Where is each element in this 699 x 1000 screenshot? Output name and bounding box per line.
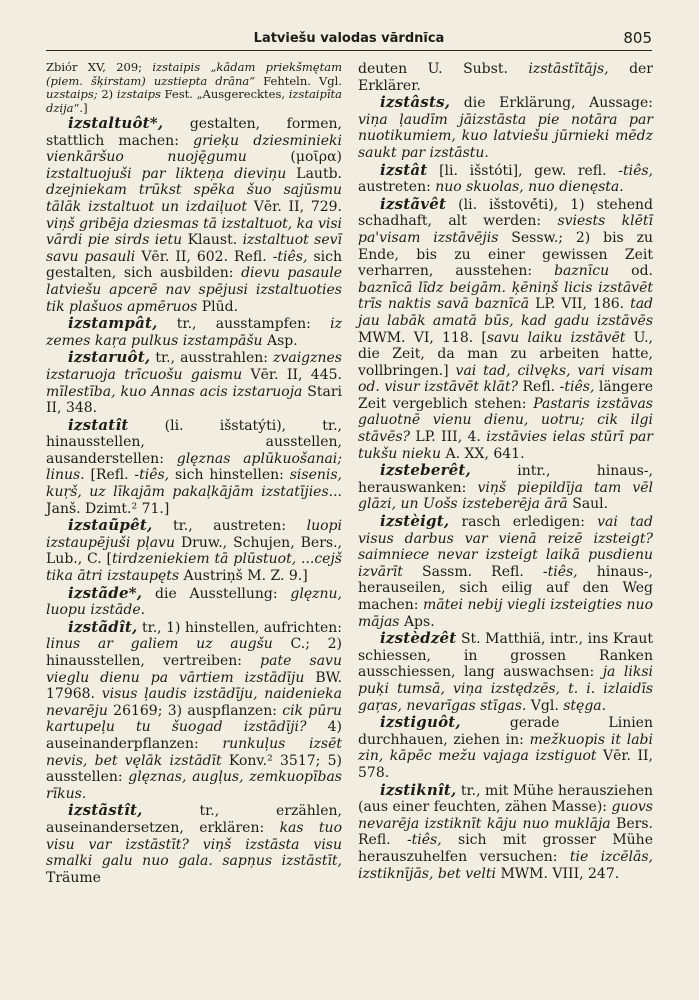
definition-text: Konv.² 3517; 5) ausstellen: [46, 752, 342, 786]
example-text: izstaipis „kādam priekšmętam (piem. šķirstam) uzstiepta drāna“ [46, 60, 342, 88]
definition-text: Lautb. [286, 165, 342, 182]
definition-text: C.; 2) hinausstellen, vertreiben: [46, 636, 342, 669]
dictionary-entry [46, 349, 342, 416]
example-text: linus ar galiem uz augšu [46, 636, 273, 653]
page-header [46, 28, 652, 51]
definition-text: Janš. Dzimt.² 71.] [46, 500, 170, 517]
definition-text: der Erklärer. [358, 61, 654, 94]
example-text: mīlestība, kuo Annas acis izstaruoja [46, 383, 303, 400]
definition-text: sich gestalten, sich ausbilden: [46, 248, 342, 282]
example-text: -tiês, [134, 467, 170, 484]
definition-text: Vgl. [526, 697, 564, 714]
dictionary-entry [358, 61, 653, 94]
definition-text: Vēr. II, 445. [242, 366, 342, 383]
dictionary-entry [358, 630, 653, 714]
definition-text: tr., mit Mühe herausziehen (aus einer feuchten, zähen Masse): [358, 782, 653, 816]
example-text: izstāvies ielas stūrī par tukšu nieku [358, 429, 653, 462]
example-text: -tiês, [559, 379, 595, 396]
example-text: baznīcu [554, 263, 610, 280]
example-text: izstaips [116, 87, 161, 101]
example-text: iz zemes kaŗa pulkus izstampāšu [46, 316, 342, 349]
example-text: savu laiku izstāvēt [486, 329, 626, 346]
entry-headword: izsteberêt, [380, 461, 471, 480]
definition-text: Refl. [517, 379, 560, 396]
example-text: -tiês, [618, 162, 653, 179]
example-text: izstaltuojuši par likteņa dieviņu [46, 165, 287, 182]
definition-text: Bers. Refl. [358, 815, 653, 849]
example-text: baznīcā līdz beigām. ķēniņš licis izstāvēt trīs naktis savā baznīcā [358, 279, 653, 313]
definition-text: Austriņš M. Z. 9.] [179, 568, 308, 585]
definition-text: St. Matthiä, intr., ins Kraut schiessen, in grossen Ranken ausschiessen, lang auswachsen: [358, 631, 653, 681]
definition-text: (li. išstovė́ti), 1) stehend schadhaft, alt werden: [358, 196, 653, 230]
entry-headword: izstaltuôt*, [68, 114, 164, 132]
example-text: tad jau labāk amatā būs, kad gadu izstāvēs [358, 296, 653, 329]
example-text: kas tuo visu var izstāstīt? viņš izstāsta visu smalki galu nuo gala. sapņus izstāstīt, [46, 819, 342, 870]
dictionary-entry [46, 61, 342, 115]
definition-text: Asp. [262, 332, 298, 349]
definition-text: MWM. VI, 118. [ [358, 329, 487, 346]
entry-headword: izstât [380, 160, 428, 179]
definition-text: 2) [97, 87, 117, 101]
example-text: pate savu vieglu dienu pa vārtiem izstādīju [46, 653, 342, 686]
entry-headword: izstãdît, [68, 617, 138, 636]
example-text: viņš gribēja dziesmas tā izstaltuot, ka visi vārdi pie sirds ietu [46, 215, 342, 249]
definition-text: Sessw.; 2) bis zu Ende, bis zu einer gewissen Zeit verharren, ausstehen: [358, 229, 653, 280]
example-text: uzstaips; [46, 87, 98, 101]
entry-headword: izstèdzêt [380, 629, 457, 648]
definition-text: LP. III, 4. [410, 429, 487, 446]
dictionary-entry [358, 162, 653, 196]
example-text: izstaipīta dzija [46, 87, 342, 115]
definition-text: (μοῖρα) [246, 149, 343, 166]
dictionary-entry [46, 417, 342, 518]
dictionary-entry [358, 462, 653, 513]
example-text: viņa ļaudīm jāizstāsta pie notāra par nuotikumiem, kuo latviešu jūrnieki mēdz saukt par izstāstu. [358, 111, 653, 161]
example-text: grieķu dziesminieki vienkāršuo nuoję̄gumu [46, 132, 342, 166]
example-text: glęznas, augļus, zemkuopības rīkus. [46, 769, 342, 802]
left-column [46, 61, 342, 990]
example-text: vai tad visus darbus var vienā reizē izsteigt? saimniece nevar izsteigt laikā pusdienu izvārīt [358, 514, 653, 580]
definition-text: deuten U. Subst. [358, 61, 529, 77]
dictionary-entry [358, 94, 653, 161]
definition-text: A. XX, 641. [441, 445, 525, 462]
definition-text: “.] [73, 100, 88, 115]
dictionary-entry [46, 315, 342, 349]
definition-text: tr., 1) hinstellen, aufrichten: [137, 619, 342, 636]
entry-headword: izstatît [68, 415, 129, 434]
definition-text: Stari II, 348. [46, 383, 343, 417]
definition-text: austreten: [358, 179, 436, 196]
entry-headword: izstiknît, [380, 780, 457, 799]
definition-text: die Ausstellung: [142, 585, 291, 602]
definition-text: Druw., Schujen, Bers., Lub., C. [ [46, 534, 342, 568]
dictionary-entry [46, 517, 342, 584]
entry-headword: izstaruôt, [68, 348, 151, 367]
definition-text: Sassm. Refl. [402, 563, 543, 580]
example-text: ja liksi puķi tumsā, viņa izstędzēs, t. i. izlaidīs gaŗas, nevarīgas stīgas. [358, 664, 653, 714]
example-text: izstāstītājs, [528, 61, 609, 77]
definition-text: od. [609, 263, 653, 280]
definition-text: Plūd. [197, 298, 239, 315]
entry-headword: izstaũpêt, [68, 516, 153, 535]
example-text: cik pūru kartupeļu tu šuogad izstādīji? [46, 702, 342, 736]
definition-text: Aps. [399, 613, 435, 630]
definition-text: hinaus-, herauseilen, sich eilig auf den Weg machen: [358, 563, 653, 613]
example-text: mežkuopis it labi zin, kāpēc mežu vajaga izstiguot [358, 731, 653, 765]
definition-text: BW. 17968. [46, 669, 342, 703]
example-text: stęga. [563, 697, 607, 714]
definition-text: Zbiór XV, 209; [46, 60, 153, 74]
definition-text: die Erklärung, Aussage: [450, 95, 653, 112]
example-text: glęznas aplūkuošanai; linus. [46, 450, 343, 484]
definition-text: U., die Zeit, da man zu arbeiten hatte, vollbringen.] [358, 329, 653, 379]
example-text: viņš piepildīja tam vēl glāzi, un Uošs izsteberēja ārā [358, 479, 653, 513]
page-number: 805 [623, 29, 652, 47]
definition-text: Vēr. II, 578. [358, 748, 653, 781]
definition-text: Träume [46, 869, 101, 886]
example-text: nuo skuolas, nuo dienęsta. [435, 179, 624, 196]
dictionary-entry [46, 585, 342, 619]
entry-headword: izstãvêt [380, 194, 447, 213]
dictionary-entry [358, 714, 653, 781]
entry-headword: izstiguôt, [380, 713, 461, 732]
definition-text: [Refl. [84, 467, 135, 484]
example-text: vai tad, cilvęks, vari visam od. visur izstāvēt klāt? [358, 362, 653, 396]
definition-text: längere Zeit vergeblich stehen: [358, 379, 653, 412]
dictionary-entry [46, 619, 342, 803]
definition-text: Fehteln. Vgl. [255, 73, 342, 88]
definition-text: gerade Linien durchhauen, ziehen in: [358, 715, 653, 748]
definition-text: tr., erzählen, auseinandersetzen, erklären: [46, 803, 342, 836]
definition-text: tr., austreten: [152, 518, 307, 535]
example-text: tirdzeniekiem tā plūstuot, ...cejš tika ātri izstaupęts [46, 551, 342, 585]
example-text: sviests klētī pa'visam izstāvējis [358, 213, 653, 246]
entry-headword: izstèigt, [380, 512, 450, 531]
definition-text: sich mit grosser Mühe herauszuhelfen versuchen: [358, 832, 653, 865]
example-text: -tiês, [406, 832, 442, 849]
dictionary-entry [358, 782, 653, 883]
example-text: sisenis, kuŗš, uz līkajām pakaļkājām izstatījies... [46, 467, 343, 501]
entry-headword: izstâsts, [380, 93, 451, 112]
entry-headword: izstãde*, [68, 583, 143, 602]
definition-text: MWM. VIII, 247. [496, 865, 620, 882]
dictionary-entry [358, 196, 653, 463]
definition-text: sich hinstellen: [169, 467, 290, 484]
dictionary-entry [358, 513, 653, 630]
example-text: zvaigznes izstaruoja trīcuošu gaismu [46, 350, 342, 383]
definition-text: tr., ausstampfen: [157, 316, 331, 333]
example-text: runkuļus izsēt nevis, bet vęlāk izstādīt [46, 735, 342, 769]
definition-text: Fest. „Ausgerecktes, [160, 87, 289, 101]
example-text: Pastaris izstāvas galuotnē vienu dienu, uotru; cik ilgi stāvēs? [358, 395, 653, 446]
definition-text: LP. VII, 186. [529, 296, 631, 313]
entry-headword: izstampât, [68, 314, 158, 333]
definition-text: gestalten, formen, stattlich machen: [46, 116, 342, 149]
example-text: tie izcēlās, izstiknījās, bet velti [358, 848, 654, 882]
example-text: mātei nebij viegli izsteigties nuo mājas [358, 597, 654, 630]
example-text: -tiês, [272, 248, 308, 265]
example-text: visus ļaudis izstādīju, naidenieka nevarēju [46, 686, 343, 719]
definition-text: Saul. [567, 496, 609, 513]
definition-text: [li. išstóti], gew. refl. [427, 162, 619, 179]
example-text: glęznu, luopu izstāde. [46, 585, 342, 619]
example-text: dievu pasaule latviešu apcerē nav spējusi izstaltuoties tik plašuos apmēruos [46, 265, 342, 315]
example-text: izstaltuot sevī savu pasauli [46, 232, 342, 265]
dictionary-entry [46, 802, 342, 886]
definition-text: 4) auseinanderpflanzen: [46, 719, 342, 752]
running-title: Latviešu valodas vārdnīca [253, 31, 445, 46]
example-text: luopi izstaupējuši pļavu [46, 518, 342, 551]
definition-text: rasch erledigen: [449, 514, 598, 531]
definition-text: tr., ausstrahlen: [150, 350, 274, 367]
example-text: guovs nevarēja izstiknīt kāju nuo muklāja [358, 799, 653, 832]
example-text: dzejniekam trūkst spēka šuo sajūsmu tālāk izstaltuot un izdaiļuot [46, 182, 342, 215]
definition-text: Klaust. [182, 232, 243, 249]
example-text: -tiês, [542, 563, 578, 580]
right-column [358, 61, 653, 990]
definition-text: 26169; 3) auspflanzen: [107, 702, 283, 719]
dictionary-entry [46, 115, 342, 315]
definition-text: intr., hinaus-, herauswanken: [358, 463, 653, 496]
definition-text: (li. išstatýti), tr., hinausstellen, ausstellen, ausanderstellen: [46, 417, 342, 467]
entry-headword: izstãstît, [68, 801, 143, 820]
definition-text: Vēr. II, 602. Refl. [135, 248, 273, 265]
definition-text: Vēr. II, 729. [247, 198, 342, 215]
